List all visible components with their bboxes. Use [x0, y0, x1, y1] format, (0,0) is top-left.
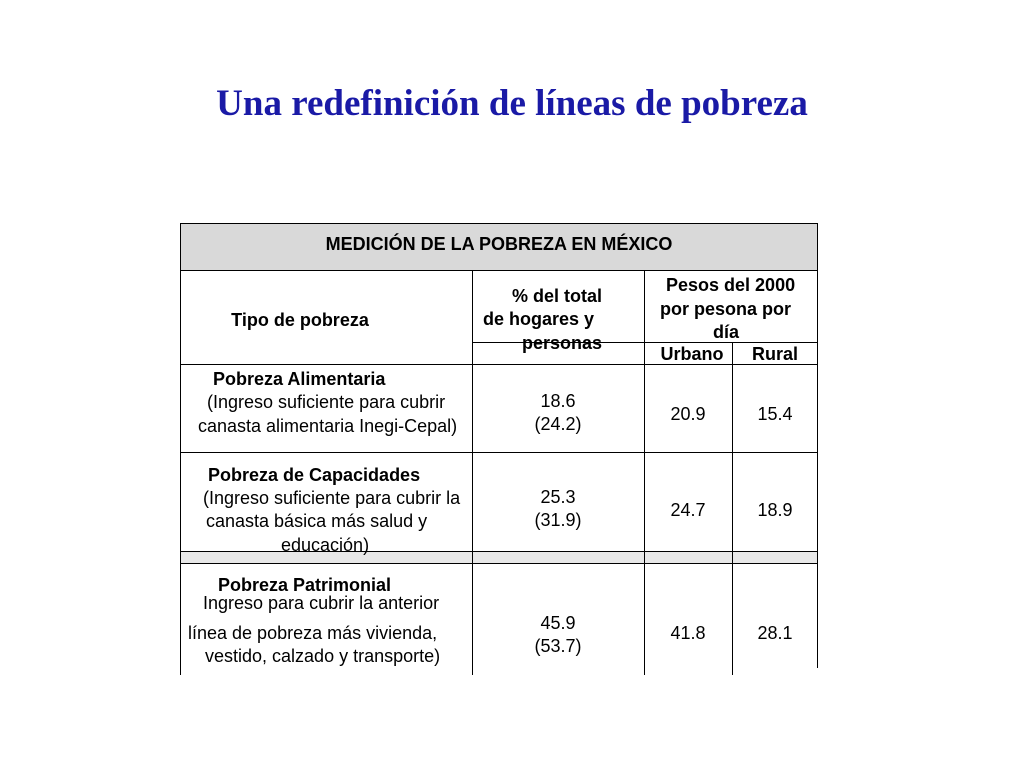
row2-desc-line1: (Ingreso suficiente para cubrir la — [203, 488, 461, 508]
header-pct-line1: % del total — [512, 286, 603, 306]
row1-desc-line1: (Ingreso suficiente para cubrir — [207, 392, 446, 412]
row3-desc-line1: Ingreso para cubrir la anterior — [203, 593, 440, 613]
header-pct-line2: de hogares y — [483, 309, 595, 329]
row3-name: Pobreza Patrimonial — [218, 575, 392, 595]
table-caption: MEDICIÓN DE LA POBREZA EN MÉXICO — [325, 233, 673, 254]
row1-bottom-border — [180, 452, 818, 453]
row1-desc-line2: canasta alimentaria Inegi-Cepal) — [198, 416, 458, 436]
row2-rural: 18.9 — [757, 499, 793, 520]
separator-shading — [180, 551, 818, 563]
header-urbano: Urbano — [660, 343, 724, 364]
row2-pct-value: 25.3 — [540, 487, 576, 507]
row2-bottom-border — [180, 551, 818, 552]
row1-rural: 15.4 — [757, 403, 793, 424]
header-rural: Rural — [751, 343, 798, 364]
caption-bottom-border — [180, 270, 818, 271]
row3-urbano: 41.8 — [670, 622, 706, 643]
header-tipo: Tipo de pobreza — [231, 309, 369, 330]
header-pesos-line3: día — [713, 322, 740, 342]
row3-desc-line2: línea de pobreza más vivienda, — [188, 623, 438, 643]
header-pct-line3: personas — [522, 333, 603, 353]
row1-name: Pobreza Alimentaria — [213, 369, 386, 389]
row2-pct-personas: (31.9) — [534, 510, 582, 530]
row3-desc-line3: vestido, calzado y transporte) — [205, 646, 441, 666]
row1-pct — [472, 389, 644, 437]
row3-top-border — [180, 563, 818, 564]
col-divider-2 — [644, 271, 645, 675]
poverty-table — [180, 223, 818, 675]
row3-pct-value: 45.9 — [540, 613, 576, 633]
row3-pct — [472, 611, 644, 659]
row1-pct-personas: (24.2) — [534, 414, 582, 434]
row2-desc-line3: educación) — [281, 535, 370, 555]
row2-name: Pobreza de Capacidades — [208, 465, 421, 485]
row1-pct-value: 18.6 — [540, 391, 576, 411]
row1-urbano: 20.9 — [670, 403, 706, 424]
slide-title: Una redefinición de líneas de pobreza — [216, 83, 808, 124]
row2-desc-line2: canasta básica más salud y — [206, 511, 428, 531]
table-right-border — [817, 223, 818, 668]
row3-rural: 28.1 — [757, 622, 793, 643]
header-pesos-line1: Pesos del 2000 — [666, 275, 796, 295]
row2-pct — [472, 485, 644, 533]
table-left-border — [180, 223, 181, 675]
row3-pct-personas: (53.7) — [534, 636, 582, 656]
header-pesos-line2: por pesona por — [660, 299, 792, 319]
row2-urbano: 24.7 — [670, 499, 706, 520]
